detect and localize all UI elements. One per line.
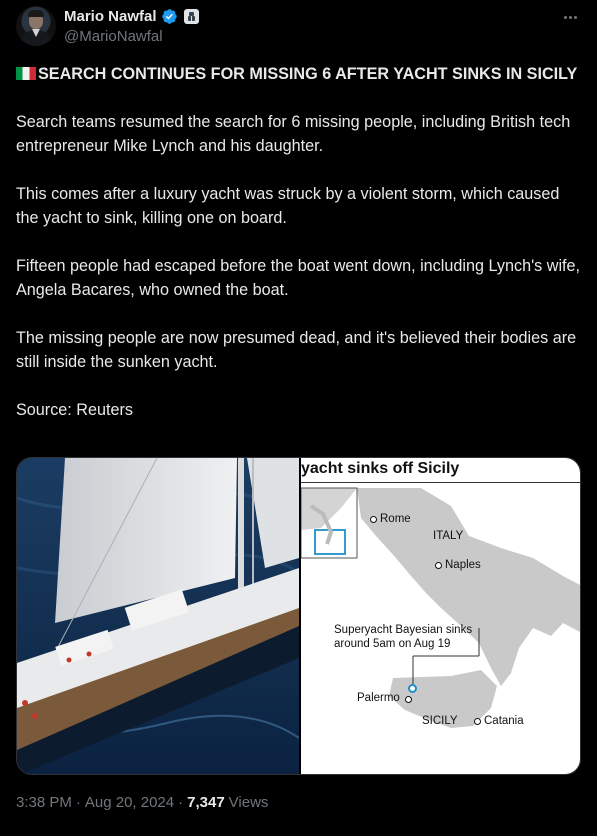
catania-marker bbox=[474, 718, 481, 725]
italy-flag-icon bbox=[16, 67, 36, 80]
source-line: Source: Reuters bbox=[16, 401, 133, 419]
media-grid bbox=[16, 457, 581, 775]
yacht-illustration bbox=[17, 458, 299, 774]
map-graphic[interactable] bbox=[299, 458, 580, 774]
sailing-yacht-photo[interactable] bbox=[17, 458, 299, 774]
author-handle[interactable]: @MarioNawfal bbox=[64, 28, 163, 45]
avatar[interactable] bbox=[16, 6, 56, 46]
palermo-label: Palermo bbox=[357, 692, 400, 704]
sinking-annotation-line2: around 5am on Aug 19 bbox=[334, 638, 451, 650]
rome-marker bbox=[370, 516, 377, 523]
views-count: 7,347 bbox=[187, 794, 225, 811]
sinking-location-marker bbox=[408, 684, 417, 693]
naples-label: Naples bbox=[445, 559, 481, 571]
palermo-marker bbox=[405, 696, 412, 703]
author-block bbox=[64, 7, 199, 45]
sinking-annotation-line1: Superyacht Bayesian sinks bbox=[334, 624, 473, 636]
separator: · bbox=[75, 794, 81, 811]
tweet-text bbox=[16, 62, 581, 446]
map-title-rule bbox=[301, 482, 580, 483]
affiliate-badge-icon[interactable] bbox=[184, 9, 199, 24]
more-options-icon[interactable] bbox=[559, 8, 581, 26]
naples-marker bbox=[435, 562, 442, 569]
separator: · bbox=[178, 794, 184, 811]
verified-badge-icon bbox=[161, 8, 178, 25]
paragraph: Fifteen people had escaped before the boat went down, including Lynch's wife, Angela Bacares, who owned the boat. bbox=[16, 257, 581, 299]
tweet-time[interactable]: 3:38 PM bbox=[16, 794, 72, 811]
catania-label: Catania bbox=[484, 715, 524, 727]
sicily-label: SICILY bbox=[422, 715, 458, 727]
map-title: yacht sinks off Sicily bbox=[301, 460, 460, 477]
paragraph: Search teams resumed the search for 6 missing people, including British tech entrepreneur Mike Lynch and his daughter. bbox=[16, 113, 571, 155]
paragraph: The missing people are now presumed dead, and it's believed their bodies are still inside the sunken yacht. bbox=[16, 329, 577, 371]
views-label: Views bbox=[228, 794, 269, 811]
display-name[interactable]: Mario Nawfal bbox=[64, 7, 157, 25]
rome-label: Rome bbox=[380, 513, 411, 525]
tweet-header bbox=[16, 6, 581, 46]
tweet-date[interactable]: Aug 20, 2024 bbox=[84, 794, 175, 811]
tweet-meta bbox=[16, 794, 268, 811]
paragraph: This comes after a luxury yacht was struck by a violent storm, which caused the yacht to sink, killing one on board. bbox=[16, 185, 560, 227]
italy-label: ITALY bbox=[433, 530, 464, 542]
headline: SEARCH CONTINUES FOR MISSING 6 AFTER YACHT SINKS IN SICILY bbox=[16, 62, 581, 86]
